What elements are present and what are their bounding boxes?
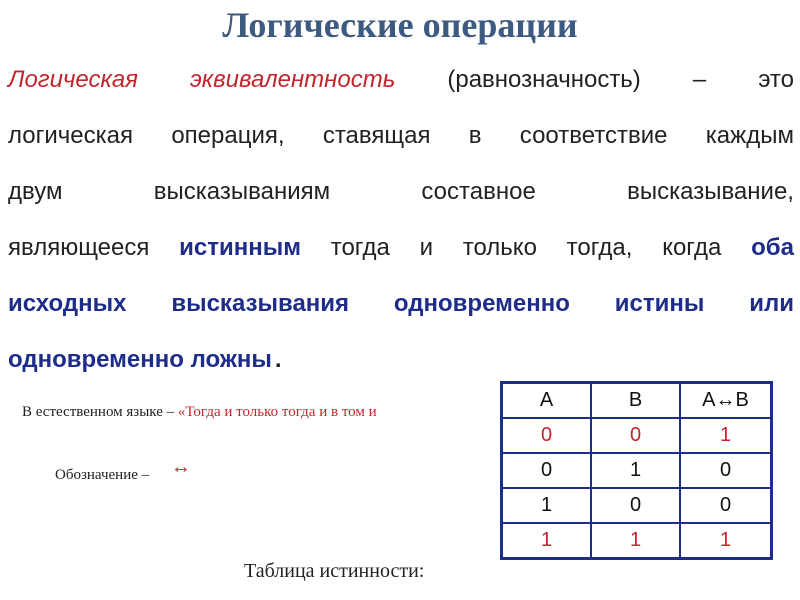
word: только (462, 234, 537, 261)
truth-table (500, 381, 773, 560)
table-cell: 1 (680, 523, 772, 559)
definition-line-5 (8, 290, 794, 346)
word: в (468, 122, 482, 149)
table-cell: 1 (502, 523, 592, 559)
highlight-word: истинным (179, 234, 301, 261)
table-cell: 1 (680, 418, 772, 453)
word: (равнозначность) (447, 66, 641, 93)
table-caption: Таблица истинности: (244, 560, 425, 582)
natural-language-quote: «Тогда и только тогда и в том и (177, 404, 377, 420)
notation-note (55, 456, 191, 485)
table-cell: 0 (680, 453, 772, 488)
highlight-word: исходных (8, 290, 127, 317)
header-result: A↔B (680, 383, 772, 419)
notation-label: Обозначение – (55, 467, 150, 483)
natural-language-note (22, 404, 377, 421)
period: . (274, 346, 282, 373)
word: высказываниям (153, 178, 331, 205)
word: высказывание, (627, 178, 794, 205)
table-cell: 1 (591, 523, 680, 559)
truth-table-header (502, 383, 772, 419)
definition-line-4 (8, 234, 794, 290)
equivalence-symbol: ↔ (170, 456, 191, 478)
term-word: эквивалентность (190, 66, 396, 93)
word: ставящая (322, 122, 431, 149)
table-row (502, 488, 772, 523)
table-cell: 1 (591, 453, 680, 488)
word: составное (421, 178, 536, 205)
table-cell: 1 (502, 488, 592, 523)
word: – (692, 66, 707, 93)
highlight-word: высказывания (171, 290, 350, 317)
header-a: A (502, 383, 592, 419)
table-cell: 0 (591, 418, 680, 453)
highlight-word: или (749, 290, 794, 317)
word: это (758, 66, 794, 93)
highlight-word: оба (751, 234, 794, 261)
table-cell: 0 (680, 488, 772, 523)
word: соответствие (519, 122, 668, 149)
header-b: B (591, 383, 680, 419)
word: операция, (171, 122, 285, 149)
term-word: Логическая (8, 66, 138, 93)
word: двум (8, 178, 63, 205)
definition-line-3 (8, 178, 794, 234)
highlight-word: одновременно ложны (8, 346, 272, 373)
table-row (502, 523, 772, 559)
word: и (419, 234, 433, 261)
natural-language-label: В естественном языке – (22, 404, 175, 420)
word: каждым (705, 122, 794, 149)
definition-line-1 (8, 66, 794, 122)
word: когда (662, 234, 722, 261)
table-row (502, 453, 772, 488)
word: являющееся (8, 234, 150, 261)
word: логическая (8, 122, 134, 149)
definition-line-2 (8, 122, 794, 178)
table-cell: 0 (502, 418, 592, 453)
word: тогда, (566, 234, 633, 261)
highlight-word: истины (614, 290, 705, 317)
table-cell: 0 (502, 453, 592, 488)
definition-paragraph (8, 66, 794, 402)
highlight-word: одновременно (393, 290, 570, 317)
word: тогда (330, 234, 390, 261)
page-title: Логические операции (222, 5, 578, 45)
table-cell: 0 (591, 488, 680, 523)
table-row (502, 418, 772, 453)
